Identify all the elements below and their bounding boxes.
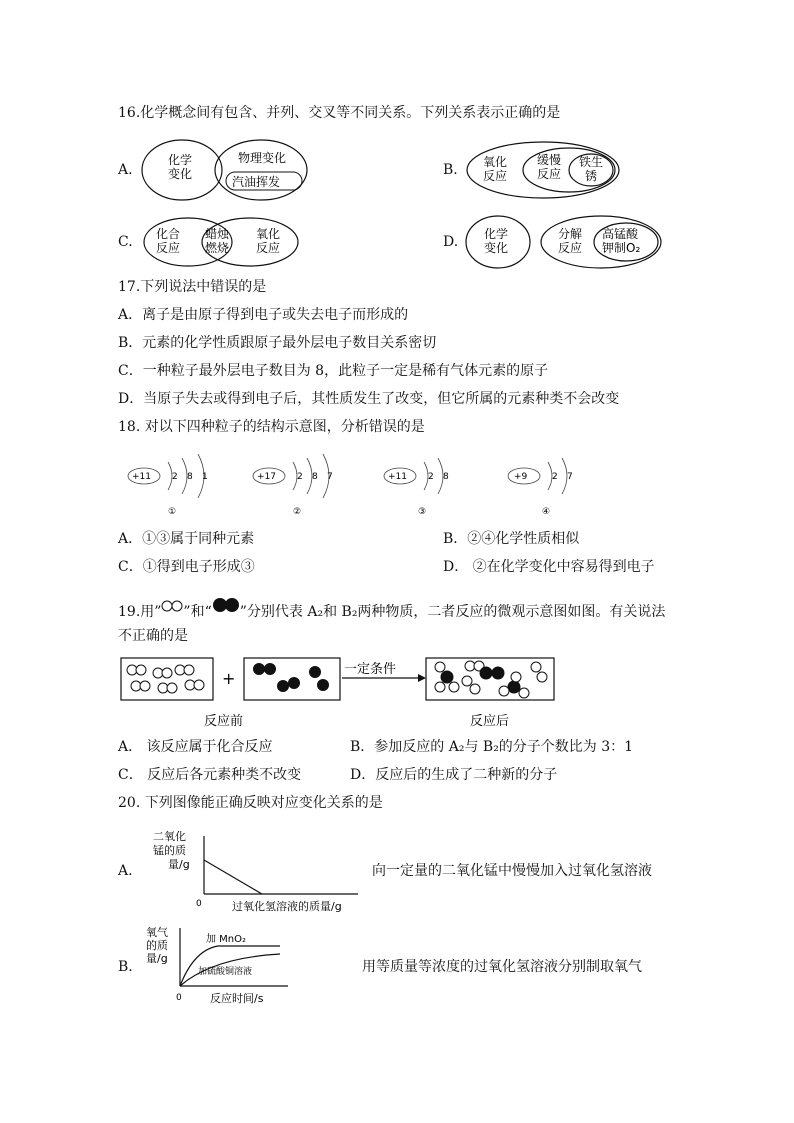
q18-stem: 18. 对以下四种粒子的结构示意图，分析错误的是 bbox=[118, 419, 425, 435]
particle-4-label: ④ bbox=[542, 507, 551, 517]
q16-option-b-letter: B. bbox=[443, 162, 458, 178]
q17-option-c: C．一种粒子最外层电子数目为 8，此粒子一定是稀有气体元素的原子 bbox=[118, 363, 549, 379]
graph-a-origin: 0 bbox=[196, 899, 202, 909]
reactant-a2-box bbox=[121, 658, 213, 700]
graph-a-ylabel-1: 二氧化 bbox=[153, 830, 186, 843]
graph-b-ylabel-1: 氧气 bbox=[146, 926, 168, 939]
graph-b-origin: 0 bbox=[176, 993, 182, 1003]
q19-stem-line-1 bbox=[118, 597, 665, 621]
q17-option-d: D．当原子失去或得到电子后，其性质发生了改变，但它所属的元素种类不会改变 bbox=[118, 391, 620, 407]
label-before: 反应前 bbox=[204, 714, 244, 729]
q16a-left-l1: 化学 bbox=[168, 153, 193, 167]
q16b-outer-l2: 反应 bbox=[483, 169, 508, 183]
q18-particle-diagrams bbox=[118, 450, 618, 520]
q20-option-a-letter: A. bbox=[118, 863, 133, 879]
q18-option-a: A．①③属于同种元素 bbox=[118, 531, 255, 547]
q16b-inner-l1: 铁生 bbox=[579, 155, 604, 169]
particle-1-label: ① bbox=[168, 507, 177, 517]
particle-1-shell-3: 1 bbox=[202, 472, 208, 482]
particle-2-diagram bbox=[253, 454, 333, 517]
q16-option-a-letter: A. bbox=[118, 162, 133, 178]
q16a-right-label: 物理变化 bbox=[238, 151, 287, 165]
q19-option-a: A． 该反应属于化合反应 bbox=[118, 739, 273, 755]
q19-stem-part-2: ”和“ bbox=[183, 604, 212, 620]
graph-b-xlabel: 反应时间/s bbox=[210, 992, 264, 1005]
q16b-mid-l2: 反应 bbox=[537, 167, 562, 181]
q16d-inner-l1: 高锰酸 bbox=[602, 227, 639, 241]
particle-3-label: ③ bbox=[418, 507, 427, 517]
particle-4-shell-1: 2 bbox=[552, 472, 558, 482]
q18-option-d: D． ②在化学变化中容易得到电子 bbox=[443, 559, 655, 575]
particle-2-shell-2: 8 bbox=[312, 472, 318, 482]
q16d-left-l1: 化学 bbox=[484, 227, 509, 241]
q18-option-b: B．②④化学性质相似 bbox=[443, 531, 580, 547]
particle-3-shell-2: 8 bbox=[443, 472, 449, 482]
graph-a-line bbox=[204, 860, 262, 894]
particle-4-nucleus: +9 bbox=[514, 472, 528, 482]
q16b-outer-l1: 氧化 bbox=[483, 155, 508, 169]
a2-molecule-icon bbox=[161, 600, 183, 612]
particle-3-shell-1: 2 bbox=[428, 472, 434, 482]
particle-2-shell-3: 7 bbox=[327, 472, 333, 482]
q20-graph-a bbox=[148, 826, 378, 914]
q16-option-c-letter: C. bbox=[118, 234, 133, 250]
q19-stem-part-1: 19.用” bbox=[118, 604, 162, 620]
q16c-left-l1: 化合 bbox=[156, 227, 181, 241]
particle-2-shell-1: 2 bbox=[297, 472, 303, 482]
graph-a-ylabel-2: 锰的质 bbox=[153, 844, 186, 857]
q16c-left-l2: 反应 bbox=[156, 241, 181, 255]
graph-b-curve-mno2 bbox=[180, 946, 280, 986]
graph-b-ylabel-3: 量/g bbox=[146, 952, 168, 965]
particle-2-label: ② bbox=[293, 507, 302, 517]
q19-option-c: C． 反应后各元素种类不改变 bbox=[118, 767, 302, 783]
q19-stem-part-3: ”分别代表 A₂和 B₂两种物质，二者反应的微观示意图如图。有关说法 bbox=[239, 604, 666, 620]
q16c-center-l1: 蜡烛 bbox=[205, 227, 230, 241]
particle-1-shell-2: 8 bbox=[187, 472, 193, 482]
q16-diagram-d bbox=[462, 212, 668, 272]
reaction-condition: 一定条件 bbox=[344, 662, 397, 677]
q16c-center-l2: 燃烧 bbox=[205, 241, 230, 255]
q19-stem-line-2: 不正确的是 bbox=[118, 628, 188, 644]
graph-a-ylabel-3: 量/g bbox=[168, 858, 190, 871]
q17-option-b: B．元素的化学性质跟原子最外层电子数目关系密切 bbox=[118, 335, 437, 351]
q16c-right-l2: 反应 bbox=[256, 241, 281, 255]
q19-option-d: D．反应后的生成了二种新的分子 bbox=[350, 767, 558, 783]
q20-option-a-desc: 向一定量的二氧化锰中慢慢加入过氧化氢溶液 bbox=[372, 863, 652, 879]
q16d-left-l2: 变化 bbox=[484, 241, 509, 255]
q20-graph-b bbox=[140, 922, 300, 1008]
graph-b-ylabel-2: 的质 bbox=[146, 939, 168, 952]
particle-1-nucleus: +11 bbox=[132, 472, 151, 482]
q20-option-b-letter: B. bbox=[118, 959, 133, 975]
q16a-left-l2: 变化 bbox=[168, 167, 193, 181]
graph-b-curve-2-label: 加硫酸铜溶液 bbox=[198, 967, 253, 977]
q17-option-a: A．离子是由原子得到电子或失去电子而形成的 bbox=[118, 307, 409, 323]
q16-option-d-letter: D. bbox=[443, 234, 459, 250]
q16d-inner-l2: 钾制O₂ bbox=[602, 241, 641, 255]
b2-molecule-icon bbox=[212, 597, 240, 613]
q20-stem: 20. 下列图像能正确反映对应变化关系的是 bbox=[118, 795, 383, 811]
q16-diagram-a bbox=[140, 136, 310, 204]
plus-sign: + bbox=[222, 669, 236, 688]
q17-stem: 17.下列说法中错误的是 bbox=[118, 279, 267, 295]
q16b-mid-l1: 缓慢 bbox=[537, 153, 562, 167]
q18-option-c: C．①得到电子形成③ bbox=[118, 559, 255, 575]
q19-reaction-diagram bbox=[118, 653, 564, 731]
q16-stem: 16.化学概念间有包含、并列、交叉等不同关系。下列关系表示正确的是 bbox=[118, 105, 561, 121]
particle-4-shell-2: 7 bbox=[567, 472, 573, 482]
particle-4-diagram bbox=[508, 458, 573, 517]
q20-option-b-desc: 用等质量等浓度的过氧化氢溶液分别制取氧气 bbox=[362, 959, 642, 975]
particle-3-diagram bbox=[384, 458, 449, 517]
q16c-right-l1: 氧化 bbox=[256, 227, 281, 241]
q19-option-b: B．参加反应的 A₂与 B₂的分子个数比为 3：1 bbox=[350, 739, 634, 755]
q16d-mid-l1: 分解 bbox=[558, 227, 583, 241]
q16a-inner-label: 汽油挥发 bbox=[232, 175, 281, 189]
q16d-mid-l2: 反应 bbox=[558, 241, 583, 255]
q16-diagram-c bbox=[140, 214, 302, 270]
graph-b-curve-1-label: 加 MnO₂ bbox=[206, 934, 247, 945]
particle-3-nucleus: +11 bbox=[388, 472, 407, 482]
particle-2-nucleus: +17 bbox=[257, 472, 276, 482]
particle-1-shell-1: 2 bbox=[172, 472, 178, 482]
q16-diagram-b bbox=[465, 138, 625, 202]
particle-1-diagram bbox=[128, 454, 208, 517]
graph-a-xlabel: 过氧化氢溶液的质量/g bbox=[232, 900, 342, 913]
q16b-inner-l2: 锈 bbox=[585, 169, 598, 183]
label-after: 反应后 bbox=[470, 714, 510, 729]
